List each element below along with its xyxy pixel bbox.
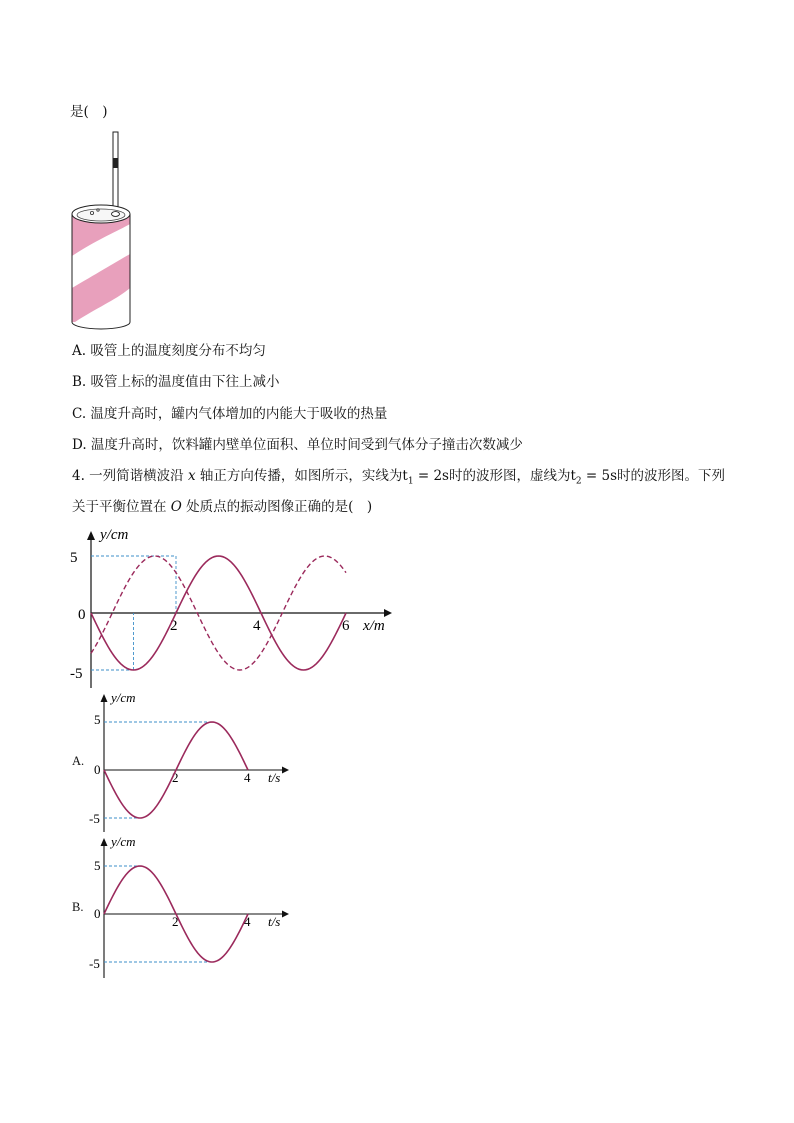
wave-x-tick-2: 2 (170, 618, 178, 634)
can-body (72, 212, 130, 324)
q3-option-c: C. 温度升高时，罐内气体增加的内能大于吸收的热量 (72, 406, 388, 422)
option-a-y-tick-5: 5 (94, 712, 101, 727)
wave-x-label: x/m (363, 618, 385, 634)
option-a-y-tick-0: 0 (94, 762, 101, 777)
q3-option-a: A. 吸管上的温度刻度分布不均匀 (72, 343, 266, 359)
option-a-t-arrow (282, 767, 289, 774)
option-b-label: B. (72, 900, 84, 914)
option-a-y-tick-neg5: -5 (89, 811, 100, 826)
q3-option-b: B. 吸管上标的温度值由下往上减小 (72, 374, 280, 390)
wave-x-tick-6: 6 (342, 618, 350, 634)
option-b-graph (86, 832, 296, 980)
option-a-t-label: t/s (268, 770, 281, 785)
wave-y-tick-5: 5 (70, 550, 78, 566)
option-b-t-tick-2: 2 (172, 914, 179, 929)
wave-y-arrow (87, 531, 95, 540)
q3-stem-tail: 是( ) (70, 104, 108, 120)
option-a-y-arrow (101, 694, 108, 702)
straw (113, 132, 118, 216)
soda-can-thermometer-illustration (66, 128, 138, 336)
q3-option-d: D. 温度升高时，饮料罐内壁单位面积、单位时间受到气体分子撞击次数减少 (72, 437, 523, 453)
can-lid (72, 205, 130, 223)
option-b-t-arrow (282, 911, 289, 918)
option-b-y-tick-5: 5 (94, 858, 101, 873)
option-a-graph (86, 686, 296, 834)
option-a-t-tick-4: 4 (244, 770, 251, 785)
wave-graph (60, 518, 400, 693)
option-b-y-label: y/cm (111, 834, 136, 849)
wave-x-tick-4: 4 (253, 618, 261, 634)
option-a-t-tick-2: 2 (172, 770, 179, 785)
option-b-y-tick-0: 0 (94, 906, 101, 921)
option-b-t-label: t/s (268, 914, 281, 929)
option-a-y-label: y/cm (111, 690, 136, 705)
option-b-t-tick-4: 4 (244, 914, 251, 929)
option-b-y-tick-neg5: -5 (89, 956, 100, 971)
wave-x-arrow (384, 609, 392, 617)
wave-y-label: y/cm (100, 527, 129, 543)
q4-stem-line2: 关于平衡位置在 O 处质点的振动图像正确的是( ) (72, 499, 373, 515)
wave-y-tick-neg5: -5 (70, 666, 83, 682)
option-b-y-arrow (101, 838, 108, 846)
q4-stem-line1: 4. 一列简谐横波沿 x 轴正方向传播，如图所示，实线为$t_1 = 2s$时的波形图，虚线为$t_2 = 5s$时的波形图。下列 (72, 468, 726, 487)
option-a-label: A. (72, 754, 85, 768)
wave-y-tick-0: 0 (78, 607, 86, 623)
